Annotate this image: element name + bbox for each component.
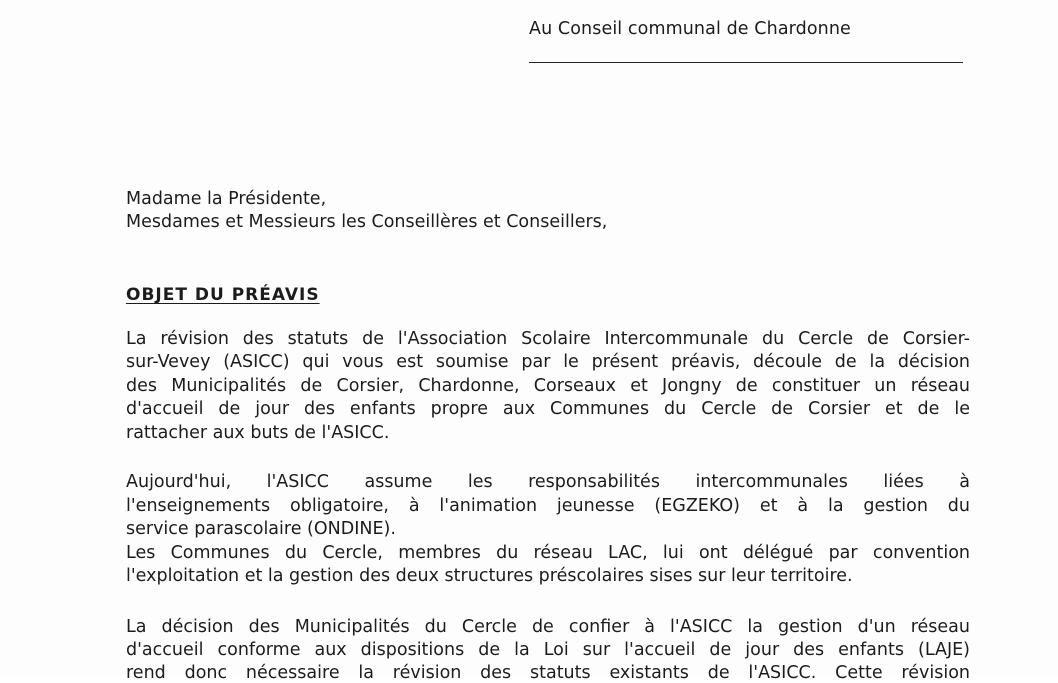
paragraph-2-line: l'enseignements obligatoire, à l'animation jeunesse (EGZEKO) et à la gestion du xyxy=(126,496,970,516)
paragraph-2-line: service parascolaire (ONDINE). xyxy=(126,519,396,539)
recipient-underline xyxy=(529,62,963,63)
recipient-address: Au Conseil communal de Chardonne xyxy=(529,19,851,39)
paragraph-2-line: Les Communes du Cercle, membres du réseau LAC, lui ont délégué par convention xyxy=(126,543,970,563)
paragraph-2-line: l'exploitation et la gestion des deux structures préscolaires sises sur leur territoire. xyxy=(126,566,853,586)
paragraph-3-line: rend donc nécessaire la révision des statuts existants de l'ASICC. Cette révision xyxy=(126,663,970,683)
paragraph-3-line: La décision des Municipalités du Cercle de confier à l'ASICC la gestion d'un réseau xyxy=(126,617,970,637)
paragraph-1-line: La révision des statuts de l'Association Scolaire Intercommunale du Cercle de Corsier- xyxy=(126,329,970,349)
paragraph-3-line: d'accueil conforme aux dispositions de la Loi sur l'accueil de jour des enfants (LAJE) xyxy=(126,640,970,660)
paragraph-1-line: rattacher aux buts de l'ASICC. xyxy=(126,423,390,443)
paragraph-1-line: sur-Vevey (ASICC) qui vous est soumise par le présent préavis, découle de la décision xyxy=(126,352,970,372)
salutation-line-2: Mesdames et Messieurs les Conseillères et Conseillers, xyxy=(126,212,608,232)
paragraph-2-line: Aujourd'hui, l'ASICC assume les responsabilités intercommunales liées à xyxy=(126,472,970,492)
section-heading: OBJET DU PRÉAVIS xyxy=(126,285,320,305)
salutation-line-1: Madame la Présidente, xyxy=(126,189,327,209)
paragraph-1-line: d'accueil de jour des enfants propre aux Communes du Cercle de Corsier et de le xyxy=(126,399,970,419)
paragraph-1-line: des Municipalités de Corsier, Chardonne, Corseaux et Jongny de constituer un réseau xyxy=(126,376,970,396)
